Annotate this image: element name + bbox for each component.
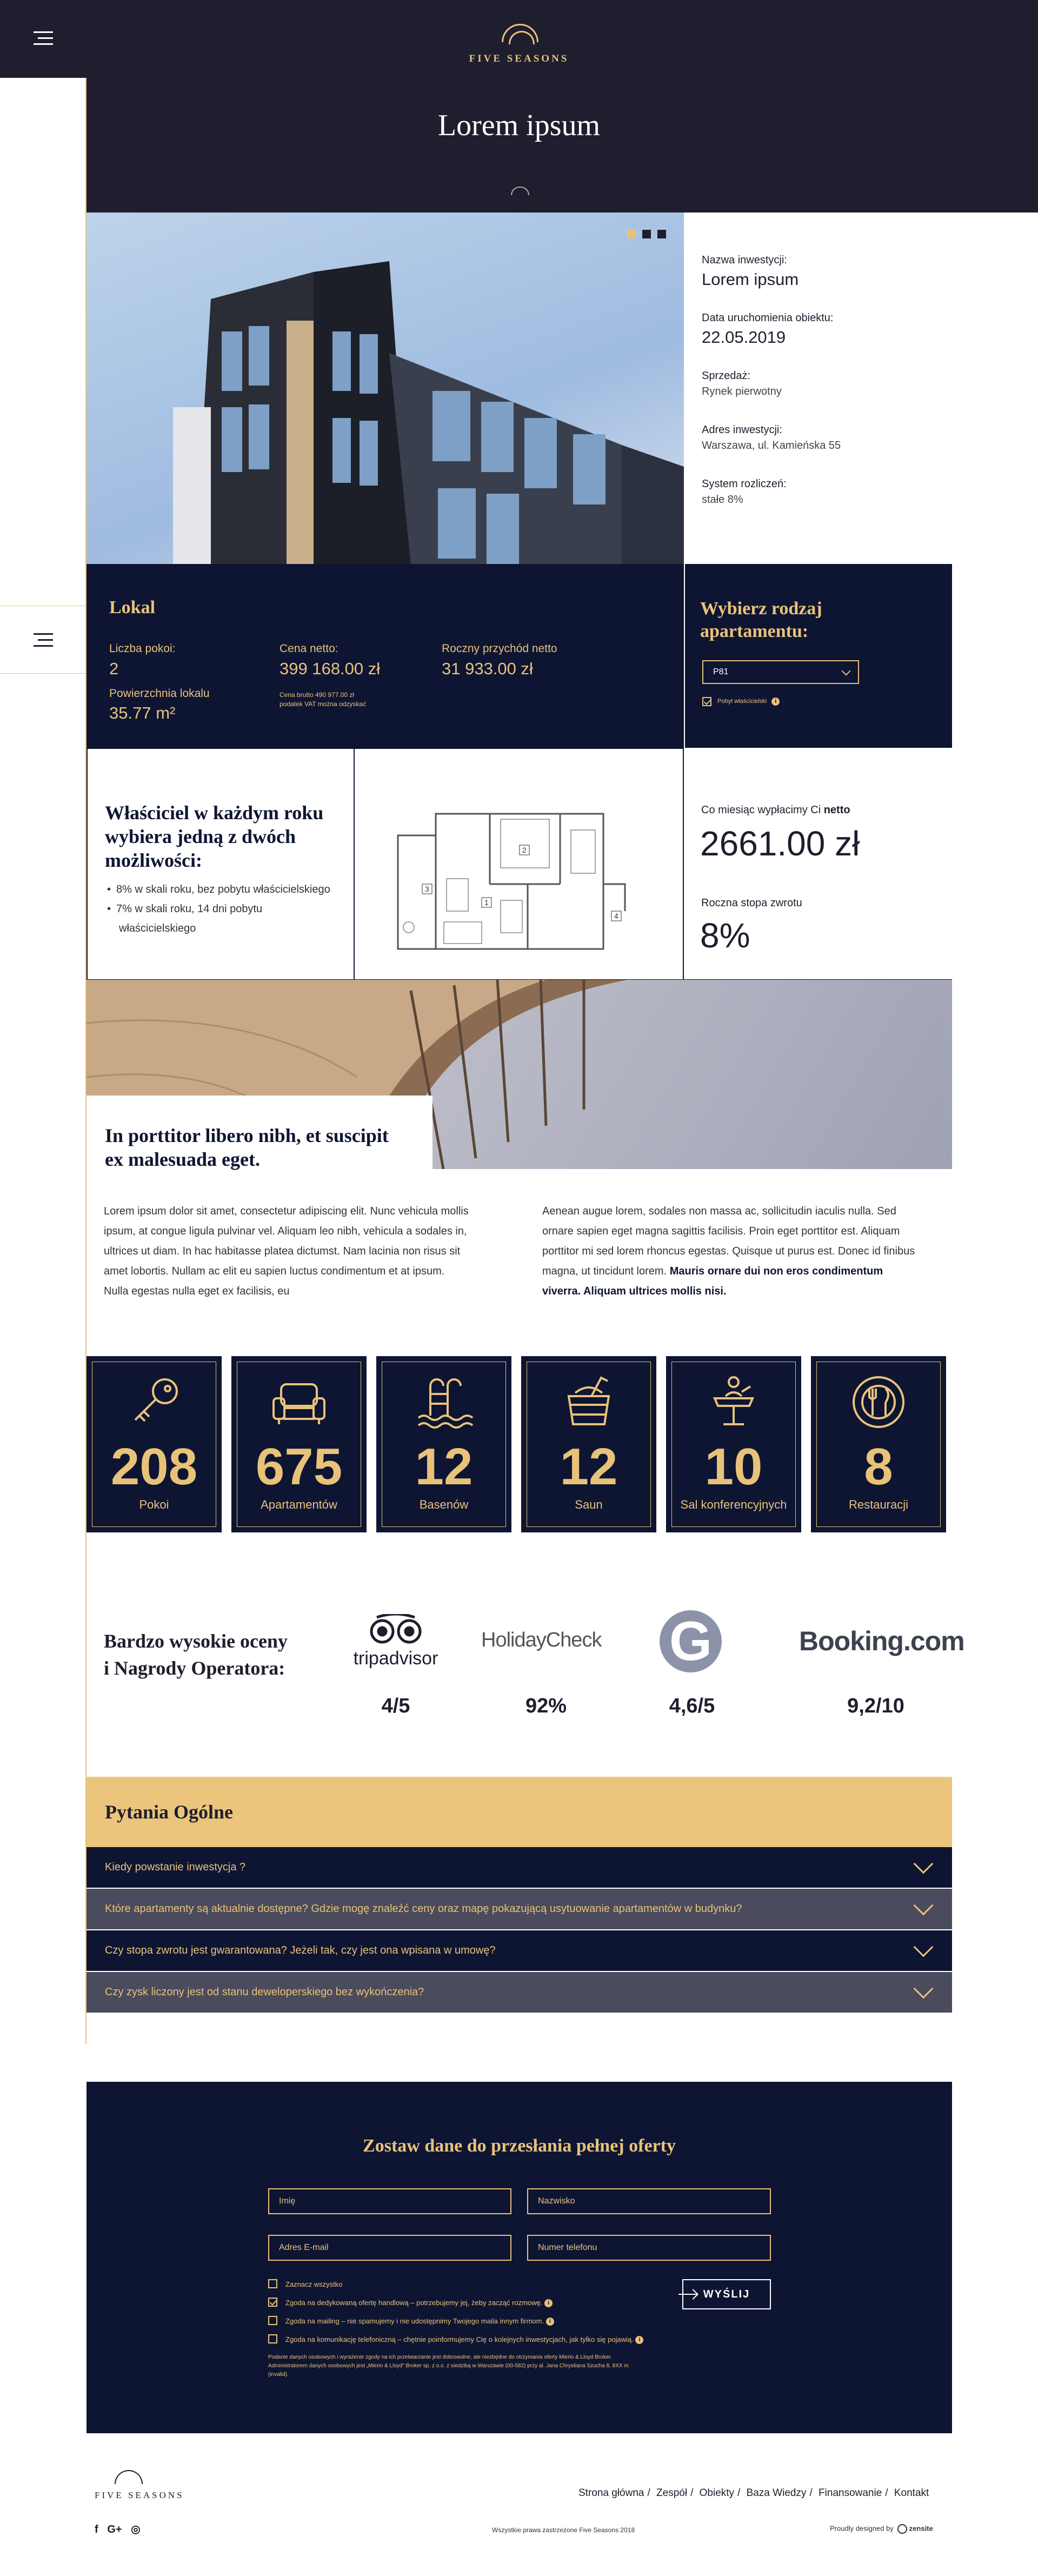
last-name-input[interactable]: Nazwisko <box>527 2188 771 2214</box>
slider-dot[interactable] <box>642 230 651 238</box>
area-label: Powierzchnia lokalu <box>109 687 210 700</box>
plate-icon <box>849 1372 908 1432</box>
monthly-label-bold: netto <box>823 804 850 816</box>
owner-stay-checkbox[interactable] <box>702 697 711 706</box>
google-plus-icon[interactable]: G+ <box>107 2524 122 2535</box>
hero-header <box>86 0 1038 213</box>
ratings-title-line: Bardzo wysokie oceny <box>104 1630 288 1652</box>
apartment-chooser <box>684 564 952 748</box>
stat-card <box>86 1356 222 1532</box>
ratings-title <box>104 1628 288 1682</box>
chevron-down-icon <box>842 667 851 676</box>
owner-option-line: 7% w skali roku, 14 dni pobytu <box>116 903 263 915</box>
consent-label <box>285 2299 553 2307</box>
stat-label: Saun <box>575 1498 603 1511</box>
ratings-title-line: i Nagrody Operatora: <box>104 1657 285 1679</box>
consent-text: Zgoda na dedykowaną ofertę handlową – potrzebujemy jej, żeby zacząć rozmowę. <box>285 2299 543 2307</box>
gross-price-note: Cena brutto 490 977.00 zł <box>280 691 355 699</box>
stat-value: 8 <box>864 1438 893 1496</box>
rating-score: 4/5 <box>381 1695 410 1717</box>
info-label: Sprzedaż: <box>702 370 751 382</box>
instagram-icon[interactable]: ◎ <box>131 2524 141 2535</box>
menu-button[interactable] <box>0 0 86 78</box>
stat-card <box>231 1356 367 1532</box>
monthly-label-text: Co miesiąc wypłacimy Ci <box>701 804 824 816</box>
article-title-line: In porttitor libero nibh, et suscipit <box>105 1125 389 1146</box>
footer-logo-text[interactable]: FIVE SEASONS <box>95 2490 184 2500</box>
owner-options <box>86 748 355 980</box>
key-icon <box>124 1372 184 1432</box>
booking-logo: Booking.com <box>799 1626 964 1656</box>
faq-item[interactable] <box>86 1930 952 1971</box>
secondary-menu-button[interactable] <box>0 606 86 674</box>
stat-card <box>811 1356 946 1532</box>
rating-score: 4,6/5 <box>669 1695 715 1717</box>
room-label: 1 <box>484 898 489 907</box>
rating-score: 92% <box>525 1695 567 1717</box>
apartment-select[interactable] <box>702 660 859 684</box>
article-column <box>542 1201 915 1302</box>
consent-all-label: Zaznacz wszystko <box>285 2280 343 2288</box>
consent-mailing-checkbox[interactable] <box>268 2316 277 2325</box>
owner-option-list <box>105 880 343 938</box>
floorplan-image <box>392 803 647 954</box>
submit-button[interactable]: WYŚLIJ <box>682 2279 771 2309</box>
holidaycheck-logo: HolidayCheck <box>481 1629 602 1651</box>
footer-link[interactable]: Kontakt <box>894 2487 929 2499</box>
article-column: Lorem ipsum dolor sit amet, consectetur adipiscing elit. Nunc vehicula mollis ipsum, at congue ligula pulvinar vel. Aliquam leo nibh, vehicula a sodales in, ultrices ut diam. In hac habitasse platea dictumst. Nam lacinia non risus sit amet lobortis. Nullam ac elit eu sapien luctus condimentum et at ipsum. Nulla egestas nulla eget ex facilisis, eu <box>104 1205 469 1297</box>
room-label: 4 <box>614 912 618 920</box>
slider-dots <box>627 230 673 241</box>
page-title: Lorem ipsum <box>437 109 601 142</box>
info-icon[interactable]: i <box>635 2336 643 2344</box>
footer-link[interactable]: Finansowanie <box>819 2487 882 2499</box>
sofa-icon <box>269 1372 329 1432</box>
info-value: Warszawa, ul. Kamieńska 55 <box>702 440 841 452</box>
sauna-bucket-icon <box>559 1372 618 1432</box>
zensite-icon <box>897 2524 907 2534</box>
room-label: 3 <box>425 885 429 893</box>
social-links <box>95 2522 141 2536</box>
facebook-icon[interactable]: f <box>95 2524 98 2535</box>
google-logo: G <box>660 1610 722 1672</box>
lokal-title: Lokal <box>109 597 156 618</box>
stat-value: 675 <box>255 1438 343 1496</box>
phone-input[interactable]: Numer telefonu <box>527 2235 771 2261</box>
floorplan-panel <box>354 748 684 980</box>
first-name-input[interactable]: Imię <box>268 2188 511 2214</box>
owner-option <box>107 899 343 938</box>
owl-icon <box>366 1614 425 1646</box>
slider-dot[interactable] <box>657 230 666 238</box>
faq-question: Które apartamenty są aktualnie dostępne? Gdzie mogę znaleźć ceny oraz mapę pokazującą usytuowanie apartamentów w budynku? <box>105 1903 742 1915</box>
chooser-title-line: apartamentu: <box>700 621 809 641</box>
return-rate-value: 8% <box>700 916 750 955</box>
stat-card <box>521 1356 656 1532</box>
article-title <box>105 1124 432 1171</box>
net-price-label: Cena netto: <box>280 642 338 655</box>
article-title-line: ex malesuada eget. <box>105 1148 260 1170</box>
stat-value: 12 <box>415 1438 473 1496</box>
monthly-payout-label <box>701 804 850 816</box>
logo-icon <box>502 24 538 42</box>
faq-title: Pytania Ogólne <box>105 1801 234 1823</box>
copyright: Wszystkie prawa zastrzeżone Five Seasons 2018 <box>492 2526 635 2534</box>
chevron-down-icon <box>914 1937 934 1957</box>
footer-link[interactable]: Strona główna <box>578 2487 644 2499</box>
monthly-payout-value: 2661.00 zł <box>700 824 860 863</box>
info-icon[interactable]: i <box>771 698 780 706</box>
stat-value: 10 <box>704 1438 763 1496</box>
owner-title <box>105 801 323 872</box>
faq-header <box>86 1777 952 1847</box>
rooms-value: 2 <box>109 659 119 678</box>
info-value: Rynek pierwotny <box>702 386 782 397</box>
lectern-icon <box>704 1372 763 1432</box>
investment-info <box>702 254 1004 532</box>
chevron-down-icon <box>914 1854 934 1874</box>
consent-all-checkbox[interactable] <box>268 2279 277 2288</box>
owner-stay-label <box>717 697 780 706</box>
stat-label: Restauracji <box>848 1498 909 1511</box>
email-input[interactable]: Adres E-mail <box>268 2235 511 2261</box>
footer-link[interactable]: Baza Wiedzy <box>746 2487 807 2499</box>
consent-label <box>285 2317 554 2326</box>
credit-text: Proudly designed by <box>830 2524 894 2533</box>
stat-label: Sal konferencyjnych <box>680 1498 787 1511</box>
info-icon[interactable]: i <box>546 2318 554 2326</box>
consent-text: Zgoda na mailing – nie spamujemy i nie udostępnimy Twojego maila innym firmom. <box>285 2317 544 2325</box>
income-value: 31 933.00 zł <box>442 659 533 678</box>
consent-phone-checkbox[interactable] <box>268 2334 277 2343</box>
footer-nav: Strona główna / Zespół / Obiekty / Baza Wiedzy / Finansowanie / Kontakt <box>578 2487 929 2499</box>
article-text-bold: Mauris ornare dui non eros condimentum viverra. Aliquam ultrices mollis nisi. <box>542 1265 883 1297</box>
faq-question: Czy zysk liczony jest od stanu deweloperskiego bez wykończenia? <box>105 1986 424 1998</box>
article-caption <box>86 1096 432 1169</box>
room-label: 2 <box>522 846 527 854</box>
designer-credit <box>830 2524 933 2534</box>
stat-label: Basenów <box>419 1498 469 1511</box>
info-value: 22.05.2019 <box>702 328 786 347</box>
vat-note: podatek VAT można odzyskać <box>280 700 367 708</box>
owner-option-line: właścicielskiego <box>119 922 196 934</box>
income-label: Roczny przychód netto <box>442 642 557 655</box>
rooms-label: Liczba pokoi: <box>109 642 176 655</box>
hamburger-icon <box>34 633 53 647</box>
stat-label: Apartamentów <box>261 1498 337 1511</box>
form-title: Zostaw dane do przesłania pełnej oferty <box>363 2136 676 2156</box>
chooser-title <box>700 597 822 643</box>
consent-label <box>285 2335 643 2344</box>
article-text: Aenean augue lorem, sodales non massa ac, sollicitudin iaculis nulla. Sed ornare sapien eget magna sagittis facilisis. Proin eget porttitor est. Aliquam porttitor mi sed lorem rhoncus egestas. Quisque ut purus est. Donec id finibus magna, ut tincidunt lorem. <box>542 1205 915 1277</box>
net-price-value: 399 168.00 zł <box>280 659 381 678</box>
faq-question: Czy stopa zwrotu jest gwarantowana? Jeżeli tak, czy jest ona wpisana w umowę? <box>105 1944 496 1956</box>
info-label: System rozliczeń: <box>702 478 787 490</box>
return-rate-label: Roczna stopa zwrotu <box>701 897 802 909</box>
info-label: Data uruchomienia obiektu: <box>702 312 834 324</box>
chooser-title-line: Wybierz rodzaj <box>700 599 822 619</box>
info-icon[interactable]: i <box>544 2299 553 2307</box>
owner-title-line: wybiera jedną z dwóch <box>105 826 296 847</box>
footer-link[interactable]: Zespół <box>656 2487 688 2499</box>
stat-card <box>666 1356 801 1532</box>
owner-title-line: możliwości: <box>105 849 202 871</box>
area-value: 35.77 m² <box>109 703 176 722</box>
footer-link[interactable]: Obiekty <box>699 2487 735 2499</box>
info-value: stałe 8% <box>702 494 743 506</box>
stat-value: 12 <box>560 1438 618 1496</box>
faq-item[interactable] <box>86 1972 952 2013</box>
stat-label: Pokoi <box>139 1498 169 1511</box>
slider-dot[interactable] <box>627 230 636 238</box>
info-value: Lorem ipsum <box>702 270 799 289</box>
tripadvisor-logo <box>352 1614 439 1669</box>
info-label: Nazwa inwestycji: <box>702 254 787 266</box>
faq-question: Kiedy powstanie inwestycja ? <box>105 1861 246 1873</box>
info-label: Adres inwestycji: <box>702 424 782 436</box>
rating-score: 9,2/10 <box>847 1695 904 1717</box>
designer-name[interactable]: zensite <box>909 2524 933 2533</box>
select-value: P81 <box>713 667 729 676</box>
payout-panel <box>683 748 952 980</box>
scroll-down-icon[interactable] <box>511 187 529 195</box>
checkbox-text: Pobyt właścicielski <box>717 698 767 705</box>
footer-logo-icon <box>115 2470 143 2484</box>
chevron-down-icon <box>914 1896 934 1916</box>
lokal-panel <box>86 564 684 748</box>
brand-name: tripadvisor <box>353 1648 438 1669</box>
chevron-down-icon <box>914 1979 934 1999</box>
consent-text: Zgoda na komunikację telefoniczną – chętnie poinformujemy Cię o kolejnych inwestycjach, jak tylko się pojawią. <box>285 2335 634 2343</box>
stat-value: 208 <box>110 1438 198 1496</box>
owner-option: • 8% w skali roku, bez pobytu właścicielskiego <box>107 880 343 899</box>
hamburger-icon <box>34 31 53 45</box>
stat-card <box>376 1356 511 1532</box>
left-rail <box>0 0 86 2044</box>
logo-text[interactable]: FIVE SEASONS <box>469 53 569 64</box>
consent-offer-checkbox[interactable] <box>268 2298 277 2307</box>
building-photo <box>86 213 684 564</box>
legal-notice: Podanie danych osobowych i wyrażenie zgody na ich przetwarzanie jest dobrowolne, ale niezbędne do otrzymania oferty Mierio & Lloyd Broker. Administratorem danych osobowych jest „Mierio & Lloyd” Broker sp. z o.o. z siedzibą w Warszawie (00-582) przy al. Jana Chrystiana Szucha 8, 8XX m (invalid). <box>268 2354 629 2378</box>
faq-item[interactable] <box>86 1889 952 1930</box>
faq-item[interactable] <box>86 1847 952 1888</box>
owner-title-line: Właściciel w każdym roku <box>105 802 324 824</box>
offer-form <box>86 2082 952 2433</box>
pool-icon <box>414 1372 474 1432</box>
